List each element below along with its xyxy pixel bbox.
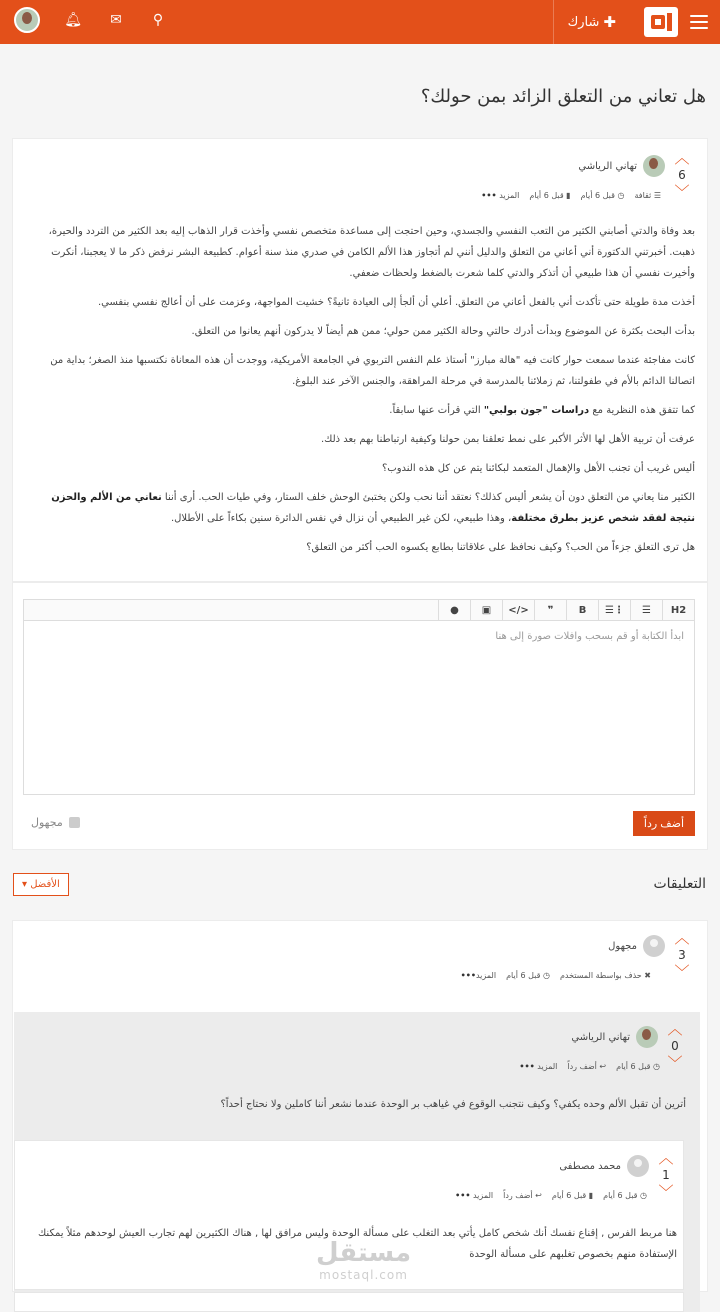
reply-icon: ↩ <box>532 1191 542 1200</box>
reply-button[interactable]: ↩ أضف رداً <box>503 1191 542 1200</box>
watermark-logo <box>316 1238 411 1282</box>
watermark-latin: mostaql.com <box>319 1268 408 1282</box>
post-meta <box>481 191 661 200</box>
share-button[interactable] <box>553 0 630 44</box>
category-link[interactable]: ☰ ثقافة <box>634 191 661 200</box>
checkbox-icon[interactable] <box>69 817 80 828</box>
avatar[interactable] <box>643 155 665 177</box>
comments-title: التعليقات <box>653 876 706 892</box>
reply-author[interactable] <box>559 1155 649 1177</box>
book-icon: ▮ <box>563 191 571 200</box>
book-icon: ▮ <box>586 1191 594 1200</box>
more-button[interactable]: المزيد ••• <box>519 1062 558 1071</box>
reply-edit-time: ▮ قبل 6 أيام <box>551 1191 594 1200</box>
code-icon[interactable]: </> <box>502 600 534 621</box>
comment-vote-box <box>671 931 693 979</box>
avatar[interactable] <box>636 1026 658 1048</box>
top-navbar <box>0 0 720 44</box>
upvote-icon[interactable]: ︿ <box>674 149 690 167</box>
envelope-icon[interactable]: ✉ <box>110 12 122 28</box>
post-edit-time: ▮ قبل 6 أيام <box>529 191 571 200</box>
reply-time: ◷ قبل 6 أيام <box>616 1062 660 1071</box>
post-paragraph: أليس غريب أن تجنب الأهل والإهمال المتعمد لبكائنا يتم عن كل هذه الندوب؟ <box>381 463 695 474</box>
upvote-icon[interactable]: ︿ <box>674 929 690 947</box>
post-paragraph: هل ترى التعلق جزءاً من الحب؟ وكيف نحافظ على علاقاتنا بطابع يكسوه الحب أكثر من التعلق؟ <box>306 542 695 553</box>
editor-toolbar <box>23 599 695 621</box>
more-button[interactable]: المزيد••• <box>460 971 497 980</box>
heading-button[interactable]: H2 <box>662 600 694 621</box>
author-name[interactable]: تهاني الرياشي <box>571 1031 630 1043</box>
anonymous-label: مجهول <box>31 816 63 829</box>
author-name[interactable]: مجهول <box>608 940 637 952</box>
search-icon[interactable]: ⚲ <box>152 12 164 28</box>
comment-meta <box>461 971 651 980</box>
add-reply-button[interactable]: أضف رداً <box>633 811 695 836</box>
post-paragraph: الكثير منا يعاني من التعلق دون أن يشعر أليس كذلك؟ نعتقد أننا نحب ولكن يختبئ الوحش خلف الستار، وفي طيات الحب. أرى أننا نعاني من الألم والحزن نتيجة لفقد شخص عزيز بطرق مختلفة، وهذا طبيعي، لكن غير الطبيعي أن نزال في نفس الدائرة سنين بكاءاً على الأطلال. <box>51 492 695 524</box>
quote-icon[interactable]: ❞ <box>534 600 566 621</box>
author-name[interactable]: محمد مصطفى <box>559 1160 621 1172</box>
downvote-icon[interactable]: ﹀ <box>667 1054 683 1072</box>
image-icon[interactable]: ▣ <box>470 600 502 621</box>
upvote-icon[interactable]: ︿ <box>667 1020 683 1038</box>
reply-text: أترين أن تقبل الألم وحده يكفي؟ وكيف نتجنب الوقوع في غياهب بر الوحدة عندما نشعر أننا كاملين ولا نحتاج أحداً؟ <box>220 1099 686 1110</box>
deleted-status: ✖ حذف بواسطة المستخدم <box>559 971 651 980</box>
post-author[interactable] <box>578 155 665 177</box>
reply-meta <box>455 1191 647 1200</box>
post-time: ◷ قبل 6 أيام <box>580 191 625 200</box>
plus-icon: ✚ <box>603 13 616 31</box>
avatar[interactable] <box>627 1155 649 1177</box>
ordered-list-icon[interactable]: ⋮☰ <box>598 600 630 621</box>
clock-icon: ◷ <box>540 971 550 980</box>
clock-icon: ◷ <box>650 1062 660 1071</box>
downvote-icon[interactable]: ﹀ <box>674 183 690 201</box>
post-paragraph: كانت مفاجئة عندما سمعت حوار كانت فيه "هالة مبارز" أستاذ علم النفس التربوي في الجامعة الأمريكية، ووجدت أن هذه المعاناة نكتسبها منذ الصغر؛ بداية من اتصالنا الدائم بالأم في طفولتنا، ثم زملائنا بالمدرسة في مرحلة المراهقة، والجنس الآخر عند البلوغ. <box>50 355 695 387</box>
post-paragraph: أخذت مدة طويلة حتى تأكدت أني بالفعل أعاني من التعلق. أعلي أن ألجأ إلى العيادة ثانيةً؟ خشيت المواجهة، وعزمت على أن أعالج نفسي بنفسي. <box>97 297 695 308</box>
more-button[interactable]: المزيد ••• <box>455 1191 494 1200</box>
reply-time: ◷ قبل 6 أيام <box>603 1191 647 1200</box>
downvote-icon[interactable]: ﹀ <box>658 1183 674 1201</box>
post-paragraph: بعد وفاة والدتي أصابني الكثير من التعب النفسي والجسدي، وحين احتجت إلى مساعدة متخصص نفسي وأخذت قرار الذهاب إليه بعد الكثير من التردد والحيرة، ذهبت. أخبرتني الدكتورة أني أعاني من التعلق والدليل أنني لم أتجاوز هذا الألم الكامن في صدري منذ سنة أعوام. كطبيعة البشر نرفض ذكر ما لا يعجبنا، أنكرت وأخيرت نفسي أن هذا طبيعي أن أتذكر والدتي كلما شعرت بالضغط ولحظات ضعفي. <box>48 226 695 279</box>
page-title: هل تعاني من التعلق الزائد بمن حولك؟ <box>420 86 706 107</box>
reply-vote-box <box>655 1151 677 1199</box>
post-paragraph: بدأت البحث بكثرة عن الموضوع وبدأت أدرك حالتي وحالة الكثير ممن حولي؛ ممن هم أيضاً لا يدركون أنهم يعانوا من التعلق. <box>191 326 695 337</box>
post-card <box>12 138 708 582</box>
sort-dropdown[interactable]: الأفضل ▾ <box>13 873 69 896</box>
author-name[interactable]: تهاني الرياشي <box>578 160 637 172</box>
post-paragraph: كما تتفق هذه النظرية مع دراسات "جون بولبي" التي قرأت عنها سابقاً. <box>389 405 695 416</box>
anonymous-checkbox[interactable] <box>31 816 80 829</box>
microphone-icon[interactable]: ● <box>438 600 470 621</box>
close-icon: ✖ <box>641 971 651 980</box>
list-icon: ☰ <box>651 191 661 200</box>
post-body <box>25 221 695 566</box>
clock-icon: ◷ <box>614 191 625 200</box>
comment-time: ◷ قبل 6 أيام <box>506 971 550 980</box>
vote-count: 3 <box>678 948 686 962</box>
reply-author[interactable] <box>571 1026 658 1048</box>
caret-down-icon: ▾ <box>22 879 28 890</box>
reply-icon: ↩ <box>596 1062 607 1071</box>
reply-meta <box>519 1062 660 1071</box>
reply-textarea[interactable]: ابدأ الكتابة أو قم بسحب وافلات صورة إلى هنا <box>23 620 695 795</box>
vote-count: 1 <box>662 1168 670 1182</box>
bullet-list-icon[interactable]: ☰ <box>630 600 662 621</box>
upvote-icon[interactable]: ︿ <box>658 1149 674 1167</box>
avatar[interactable] <box>643 935 665 957</box>
vote-count: 0 <box>671 1039 679 1053</box>
comment-author[interactable] <box>608 935 665 957</box>
post-paragraph: عرفت أن تربية الأهل لها الأثر الأكبر على نمط تعلقنا بمن حولنا وكيفية ارتباطنا بهم بعد ذلك. <box>321 434 695 445</box>
vote-count: 6 <box>678 168 686 182</box>
reply-vote-box <box>664 1022 686 1070</box>
clock-icon: ◷ <box>637 1191 647 1200</box>
reply-text: هنا مربط الفرس , إقناع نفسك أنك شخص كامل يأتي بعد التغلب على مسألة الوحدة وليس مرافق لها , هناك الكثيرين لهم تجارب العيش لوحدهم مثلاً يمكنك الإستفادة منهم بخصوص تغلبهم على مسألة الوحدة <box>38 1228 677 1260</box>
site-logo[interactable] <box>644 7 678 37</box>
bold-button[interactable]: B <box>566 600 598 621</box>
share-label: شارك <box>567 14 600 30</box>
post-vote-box <box>671 151 693 199</box>
hamburger-menu-icon[interactable] <box>690 15 708 29</box>
more-button[interactable]: المزيد ••• <box>481 191 520 200</box>
bell-icon[interactable]: 🔔︎ <box>64 12 82 28</box>
watermark-arabic: مستقل <box>316 1238 412 1268</box>
user-avatar[interactable] <box>14 7 40 33</box>
nested-reply-card <box>14 1292 684 1312</box>
reply-button[interactable]: ↩ أضف رداً <box>567 1062 607 1071</box>
downvote-icon[interactable]: ﹀ <box>674 963 690 981</box>
reply-editor <box>12 582 708 850</box>
